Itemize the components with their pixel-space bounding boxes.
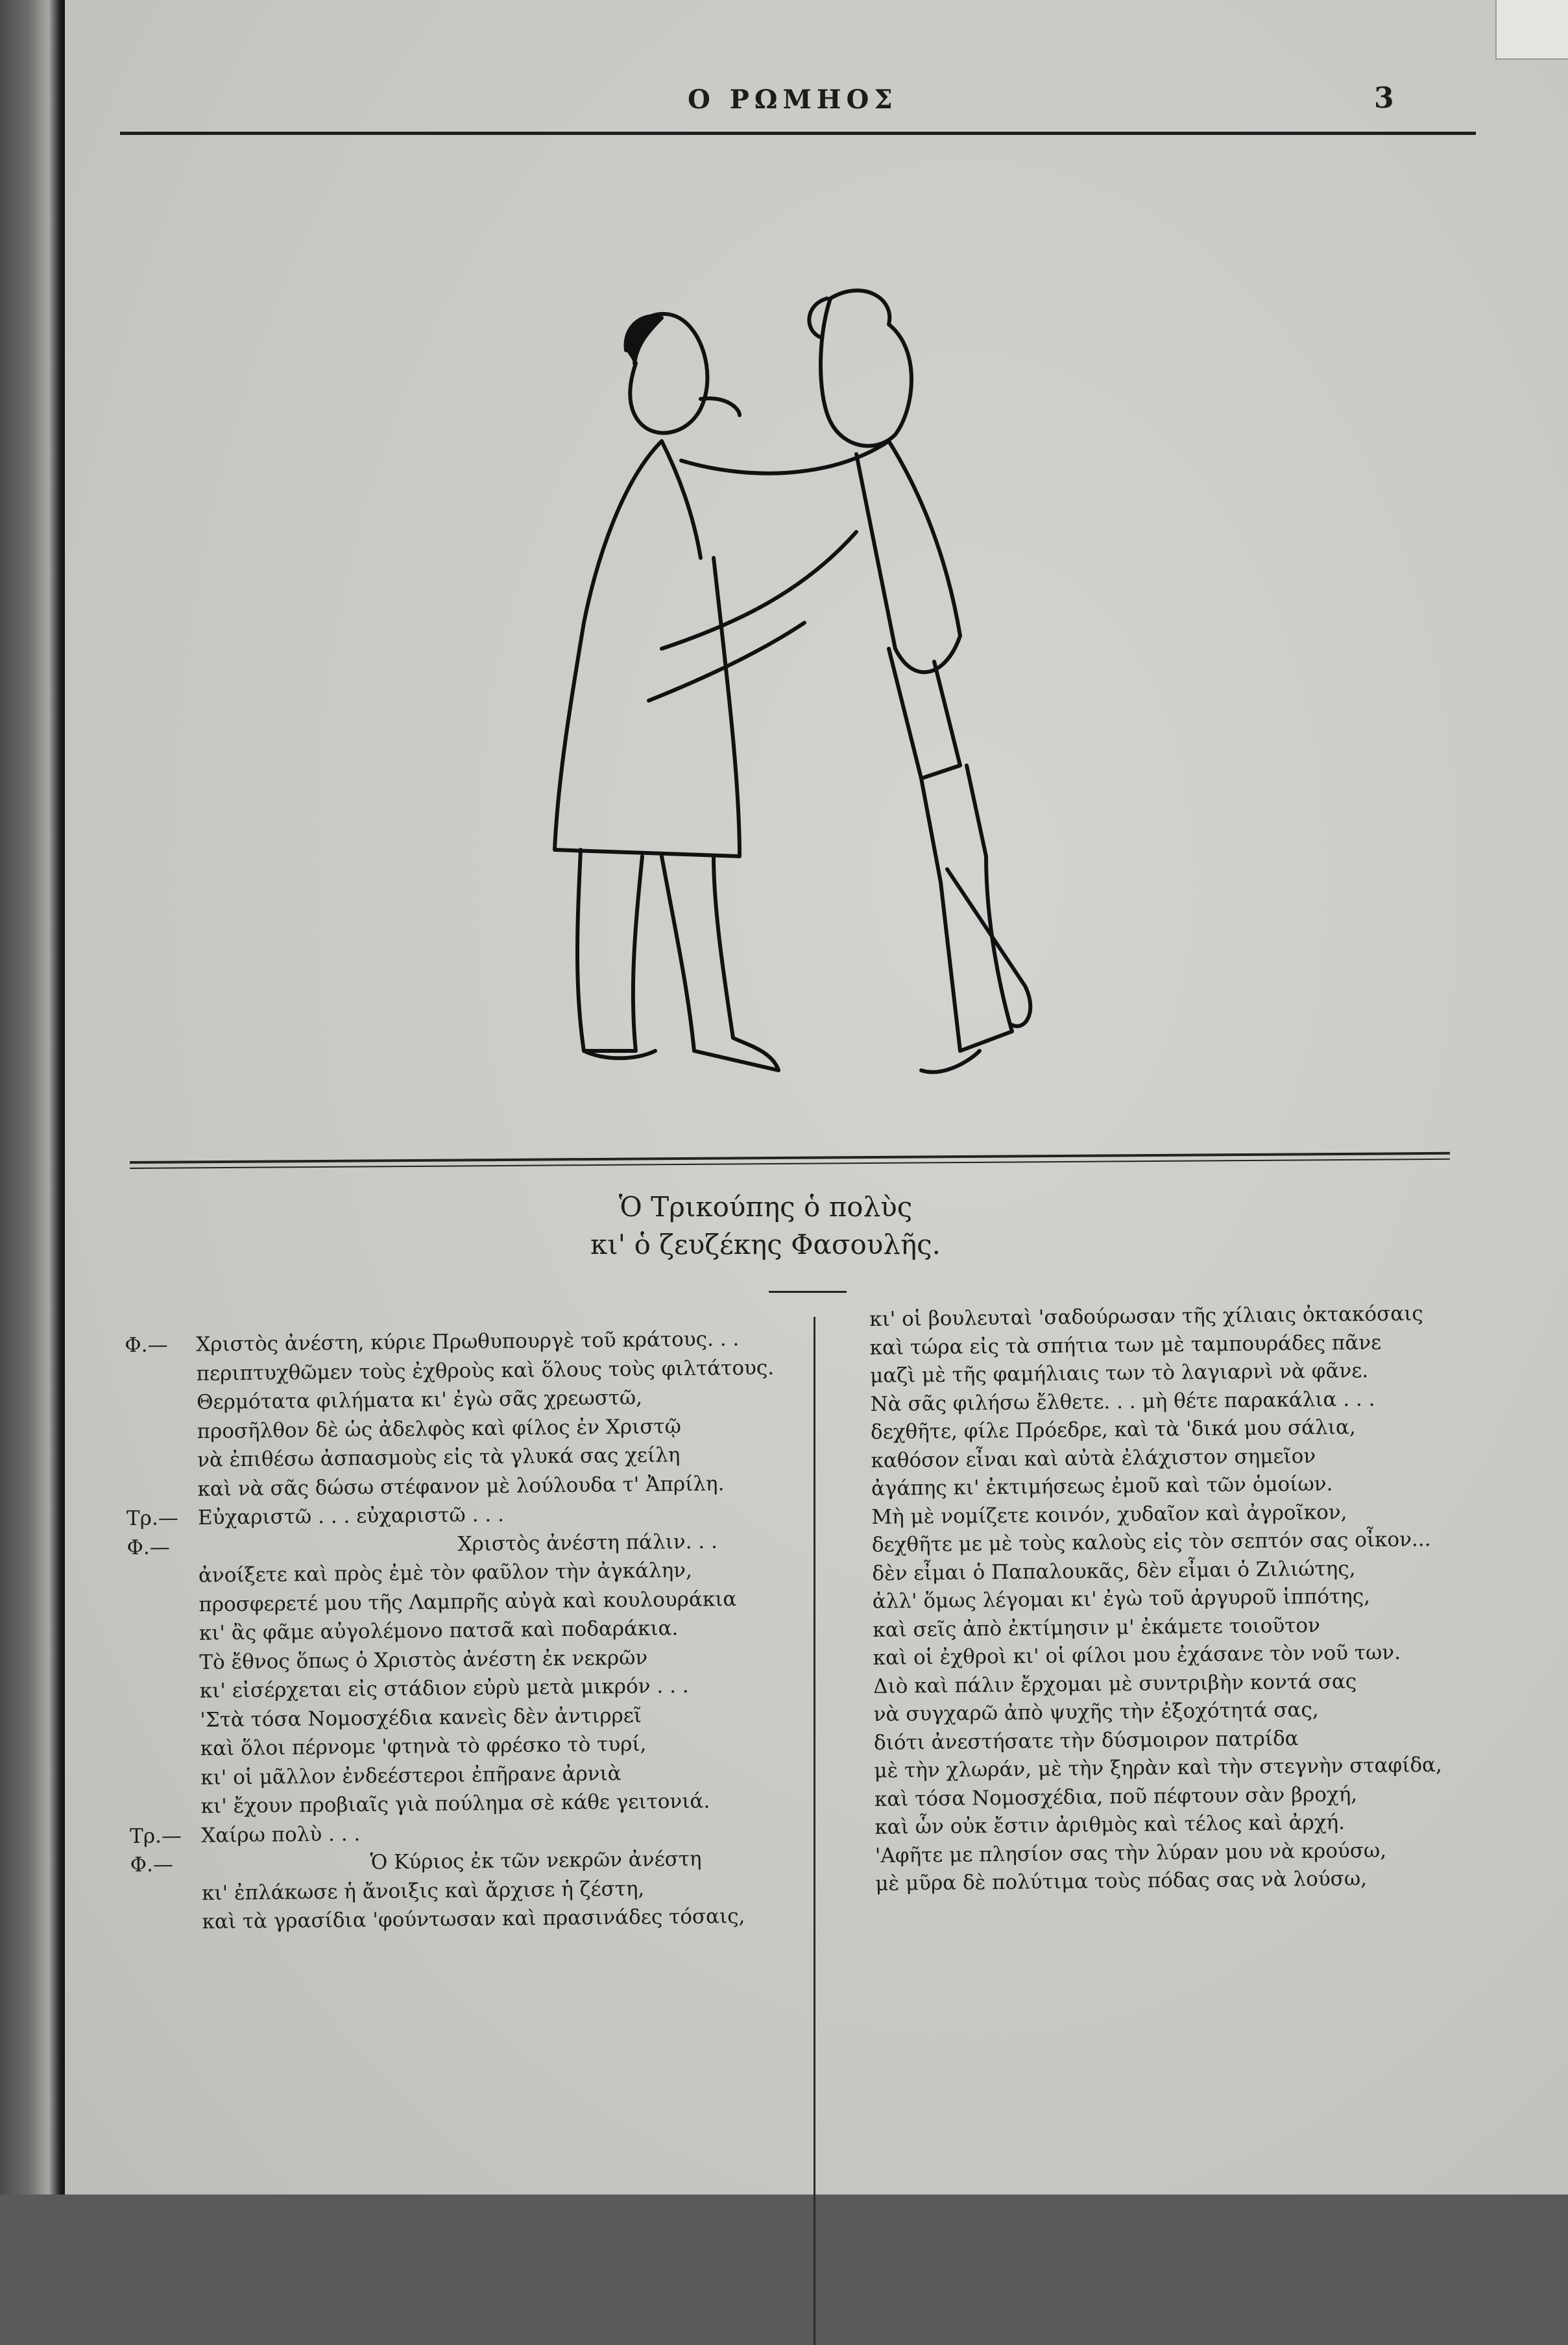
left-man-leg-left [577, 850, 642, 1051]
speaker-label [130, 1813, 201, 1814]
poem-line: καὶ ὧν οὐκ ἔστιν ἀριθμὸς καὶ τέλος καὶ ἀρχή. [874, 1810, 1345, 1839]
poem-line: ἀγάπης κι' ἐκτιμήσεως ἐμοῦ καὶ τῶν ὁμοίων. [871, 1472, 1333, 1500]
speaker-label: Φ.— [130, 1853, 174, 1877]
poem-line: Διὸ καὶ πάλιν ἔρχομαι μὲ συντριβὴν κοντά σας [873, 1669, 1357, 1698]
header-rule [120, 132, 1476, 135]
speaker-label: Τρ.— [129, 1823, 182, 1848]
poem-line: ἀλλ' ὅμως λέγομαι κι' ἐγὼ τοῦ ἀργυροῦ ἱππότης, [872, 1584, 1371, 1613]
poem-line: μαζὶ μὲ τῆς φαμήλιαις των τὸ λαγιαρνὶ νὰ φᾶνε. [869, 1358, 1369, 1388]
poem-line: καὶ οἱ ἐχθροὶ κι' οἱ φίλοι μου ἐχάσανε τὸν νοῦ των. [873, 1641, 1401, 1670]
poem-line: καὶ τώρα εἰς τὰ σπήτια των μὲ ταμπουράδες πᾶνε [869, 1330, 1382, 1360]
poem-left-column [125, 1324, 799, 1937]
poem-line: δεχθῆτε, φίλε Πρόεδρε, καὶ τὰ 'δικά μου σάλια, [870, 1415, 1356, 1444]
speaker-label [129, 1784, 200, 1785]
poem-line-text: καὶ νὰ σᾶς δώσω στέφανον μὲ λούλουδα τ' Ἀπρίλη. [197, 1471, 725, 1501]
poem-title-line-2: κι' ὁ ζευζέκης Φασουλῆς. [590, 1229, 941, 1260]
speaker-label [130, 1899, 202, 1900]
poem-line: 'Αφῆτε με πλησίον σας τὴν λύραν μου νὰ κρούσω, [874, 1838, 1387, 1868]
masthead-title: Ο ΡΩΜΗΟΣ [688, 84, 898, 115]
speaker-label [129, 1755, 200, 1756]
poem-line-text: κι' ἐπλάκωσε ἡ ἄνοιξις καὶ ἄρχισε ἡ ζέστη, [201, 1877, 645, 1905]
speaker-label: Φ.— [127, 1535, 170, 1559]
poem-line: μὲ μῦρα δὲ πολύτιμα τοὺς πόδας σας νὰ λούσω, [875, 1867, 1368, 1895]
caricature-illustration [467, 285, 1116, 1109]
right-figure-leg [921, 765, 1012, 1051]
speaker-label [126, 1437, 197, 1438]
poem-line: δεχθῆτε με μὲ τοὺς καλοὺς εἰς τὸν σεπτόν σας οἶκον... [871, 1527, 1431, 1557]
poem-line-text: κι' οἱ μᾶλλον ἐνδεέστεροι ἐπῆρανε ἀρνιὰ [200, 1761, 621, 1790]
poem-line-text: ἀνοίξετε καὶ πρὸς ἐμὲ τὸν φαῦλον τὴν ἀγκάλην, [198, 1558, 693, 1587]
speaker-label: Φ.— [125, 1333, 168, 1357]
column-divider [814, 1317, 815, 2345]
poem-line-text: Εὐχαριστῶ . . . εὐχαριστῶ . . . [197, 1502, 505, 1530]
poem-line: καὶ τόσα Νομοσχέδια, ποῦ πέφτουν σὰν βροχή, [874, 1782, 1358, 1811]
poem-line-text: προσφερετέ μου τῆς Λαμπρῆς αὐγὰ καὶ κουλουράκια [199, 1587, 737, 1617]
left-man-leg-right [662, 856, 778, 1070]
speaker-label [127, 1582, 199, 1583]
poem-title-line-1: Ὁ Τρικούπης ὁ πολὺς [618, 1191, 913, 1223]
poem-line-text: Τὸ ἔθνος ὅπως ὁ Χριστὸς ἀνέστη ἐκ νεκρῶν [199, 1646, 648, 1674]
poem-line: καὶ σεῖς ἀπὸ ἐκτίμησιν μ' ἐκάμετε τοιοῦτον [873, 1613, 1321, 1642]
poem-line-text: Ὁ Κύριος ἐκ τῶν νεκρῶν ἀνέστη [370, 1847, 702, 1875]
poem-line-text: κι' ἂς φᾶμε αὐγολέμονο πατσᾶ καὶ ποδαράκια. [199, 1617, 679, 1645]
poem-line: διότι ἀνεστήσατε τὴν δύσμοιρον πατρίδα [873, 1726, 1299, 1755]
poem-right-column [869, 1299, 1486, 1897]
poem-line: κι' οἱ βουλευταὶ 'σαδούρωσαν τῆς χίλιαις ὀκτακόσαις [869, 1302, 1423, 1331]
poem-line-text: καὶ τὰ γρασίδια 'φούντωσαν καὶ πρασινάδες τόσαις, [202, 1905, 745, 1934]
page-number: 3 [1374, 82, 1394, 115]
title-rule [769, 1291, 847, 1293]
page-corner [1495, 0, 1568, 60]
poem-line-text: Χριστὸς ἀνέστη πάλιν. . . [457, 1529, 718, 1556]
speaker-label [128, 1726, 200, 1727]
poem-line-text: Θερμότατα φιλήματα κι' ἐγὼ σᾶς χρεωστῶ, [196, 1386, 643, 1414]
right-figure-torso [856, 441, 960, 672]
poem-line-text: Χριστὸς ἀνέστη, κύριε Πρωθυπουργὲ τοῦ κράτους. . . [196, 1327, 740, 1356]
poem-title [525, 1188, 1006, 1264]
poem-line: νὰ συγχαρῶ ἀπὸ ψυχῆς τὴν ἐξοχότητά σας, [873, 1698, 1319, 1726]
speaker-label [128, 1668, 199, 1669]
poem-line: μὲ τὴν χλωράν, μὲ τὴν ξηρὰν καὶ τὴν στεγνὴν σταφίδα, [874, 1753, 1443, 1783]
right-figure-head [821, 291, 911, 446]
poem-line-text: νὰ ἐπιθέσω ἀσπασμοὺς εἰς τὰ γλυκά σας χείλη [197, 1443, 681, 1472]
right-figure-arm [662, 532, 856, 649]
left-man-coat [555, 441, 740, 856]
poem-line: Μὴ μὲ νομίζετε κοινόν, χυδαῖον καὶ ἀγροῖκον, [871, 1500, 1347, 1529]
poem-line: δὲν εἶμαι ὁ Παπαλουκᾶς, δὲν εἶμαι ὁ Ζιλιώτης, [872, 1556, 1356, 1585]
poem-line-text: Χαίρω πολὺ . . . [200, 1822, 361, 1847]
poem-line-text: καὶ ὅλοι πέρνομε 'φτηνὰ τὸ φρέσκο τὸ τυρί, [200, 1732, 647, 1761]
poem-line-text: κι' ἔχουν προβιαῖς γιὰ πούλημα σὲ κάθε γειτονιά. [200, 1789, 710, 1818]
poem-line-text: περιπτυχθῶμεν τοὺς ἐχθροὺς καὶ ὅλους τοὺς φιλτάτους. [196, 1356, 775, 1386]
poem-line-text: 'Στὰ τόσα Νομοσχέδια κανεὶς δὲν ἀντιρρεῖ [200, 1703, 642, 1732]
poem-line: Νὰ σᾶς φιλήσω ἔλθετε. . . μὴ θέτε παρακάλια . . . [870, 1387, 1375, 1416]
poem-line-text: κι' εἰσέρχεται εἰς στάδιον εὐρὺ μετὰ μικρόν . . . [199, 1674, 689, 1703]
binding-edge [0, 0, 65, 2195]
right-figure-leg-joint [889, 649, 960, 778]
speaker-label: Τρ.— [126, 1506, 178, 1530]
poem-line-text: προσῆλθον δὲ ὡς ἀδελφὸς καὶ φίλος ἐν Χριστῷ [197, 1414, 682, 1443]
speaker-label [127, 1495, 198, 1496]
speaker-label [125, 1409, 197, 1410]
poem-line: καθόσον εἶναι καὶ αὐτὰ ἐλάχιστον σημεῖον [871, 1444, 1316, 1473]
speaker-label [128, 1640, 199, 1641]
